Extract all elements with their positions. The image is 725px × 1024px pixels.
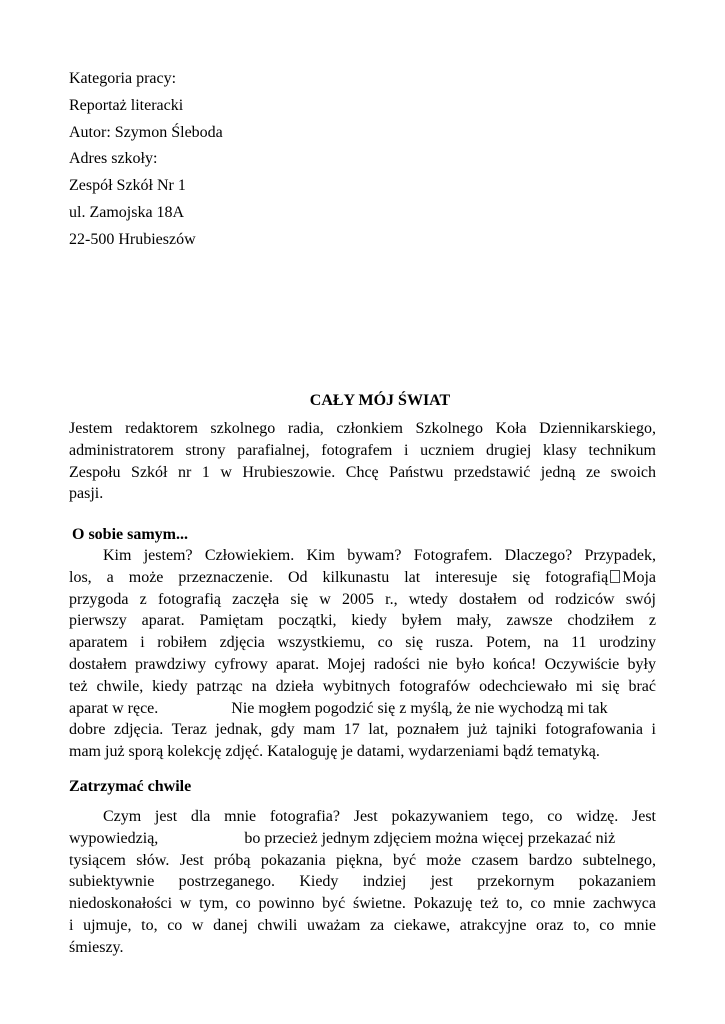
text-line <box>69 567 656 589</box>
text-line: Jestem redaktorem szkolnego radia, członkiem Szkolnego Koła Dziennikarskiego, <box>69 420 656 437</box>
text-line <box>69 698 656 720</box>
text-line: mam już sporą kolekcję zdjęć. Kataloguję je datami, wydarzeniami bądź tematyką. <box>69 743 600 761</box>
text-fragment: bo przecież jednym zdjęciem można więcej przekazać niż <box>244 829 616 847</box>
text-line <box>69 828 656 850</box>
author-info-block <box>69 68 223 256</box>
street-address: ul. Zamojska 18A <box>69 203 185 221</box>
missing-glyph-icon <box>610 570 620 583</box>
text-fragment: Nie mogłem pogodzić się z myślą, że nie wychodzą mi tak <box>231 699 608 717</box>
text-line: pierwszy aparat. Pamiętam początki, kiedy byłem mały, zawsze chodziłem z <box>69 612 656 630</box>
text-fragment: wypowiedzią, <box>69 829 159 847</box>
text-line: dobre zdjęcia. Teraz jednak, gdy mam 17 lat, poznałem już tajniki fotografowania i <box>69 721 656 739</box>
text-line: tysiącem słów. Jest próbą pokazania piękna, być może czasem bardzo subtelnego, <box>69 851 656 869</box>
text-line: dostałem prawdziwy cyfrowy aparat. Mojej radości nie było końca! Oczywiście były <box>69 655 656 673</box>
text-line: też chwile, kiedy patrząc na dzieła wybitnych fotografów odechciewało mi się brać <box>69 677 656 695</box>
text-line: niedoskonałości w tym, co powinno być świetne. Pokazuję też to, co mnie zachwyca <box>69 895 656 913</box>
author-line: Autor: Szymon Śleboda <box>69 123 223 141</box>
text-line: i ujmuje, to, co w danej chwili uważam za ciekawe, atrakcyjne oraz to, co mnie <box>69 916 656 934</box>
document-title: CAŁY MÓJ ŚWIAT <box>309 392 451 409</box>
text-line: pasji. <box>69 485 104 503</box>
intro-paragraph <box>69 418 656 505</box>
text-fragment: Moja <box>622 568 656 586</box>
text-line: Czym jest dla mnie fotografia? Jest pokazywaniem tego, co widzę. Jest <box>103 808 656 825</box>
text-line: śmieszy. <box>69 938 124 956</box>
about-me-paragraph <box>69 545 656 763</box>
category-label: Kategoria pracy: <box>69 70 177 87</box>
text-line: subiektywnie postrzeganego. Kiedy indziej jest przekornym pokazaniem <box>69 873 656 891</box>
capture-moments-paragraph <box>69 806 656 959</box>
text-line: aparatem i robiłem zdjęcia wszystkiemu, co się rusza. Potem, na 11 urodziny <box>69 634 656 652</box>
text-line: Kim jestem? Człowiekiem. Kim bywam? Fotografem. Dlaczego? Przypadek, <box>103 547 656 564</box>
text-line: przygoda z fotografią zaczęła się w 2005 r., wtedy dostałem od rodziców swój <box>69 590 656 608</box>
category-value: Reportaż literacki <box>69 96 184 114</box>
section-heading-capture-moments: Zatrzymać chwile <box>69 778 192 795</box>
text-line: administratorem strony parafialnej, fotografem i uczniem drugiej klasy technikum <box>69 441 656 459</box>
text-fragment: aparat w ręce. <box>69 699 159 717</box>
text-fragment: los, a może przeznaczenie. Od kilkunastu lat interesuje się fotografią <box>69 568 609 586</box>
school-address-label: Adres szkoły: <box>69 150 158 168</box>
school-name: Zespół Szkół Nr 1 <box>69 177 186 195</box>
postal-city: 22-500 Hrubieszów <box>69 230 196 248</box>
section-heading-about-me: O sobie samym... <box>72 526 188 543</box>
text-line: Zespołu Szkół nr 1 w Hrubieszowie. Chcę Państwu przedstawić jedną ze swoich <box>69 463 656 481</box>
